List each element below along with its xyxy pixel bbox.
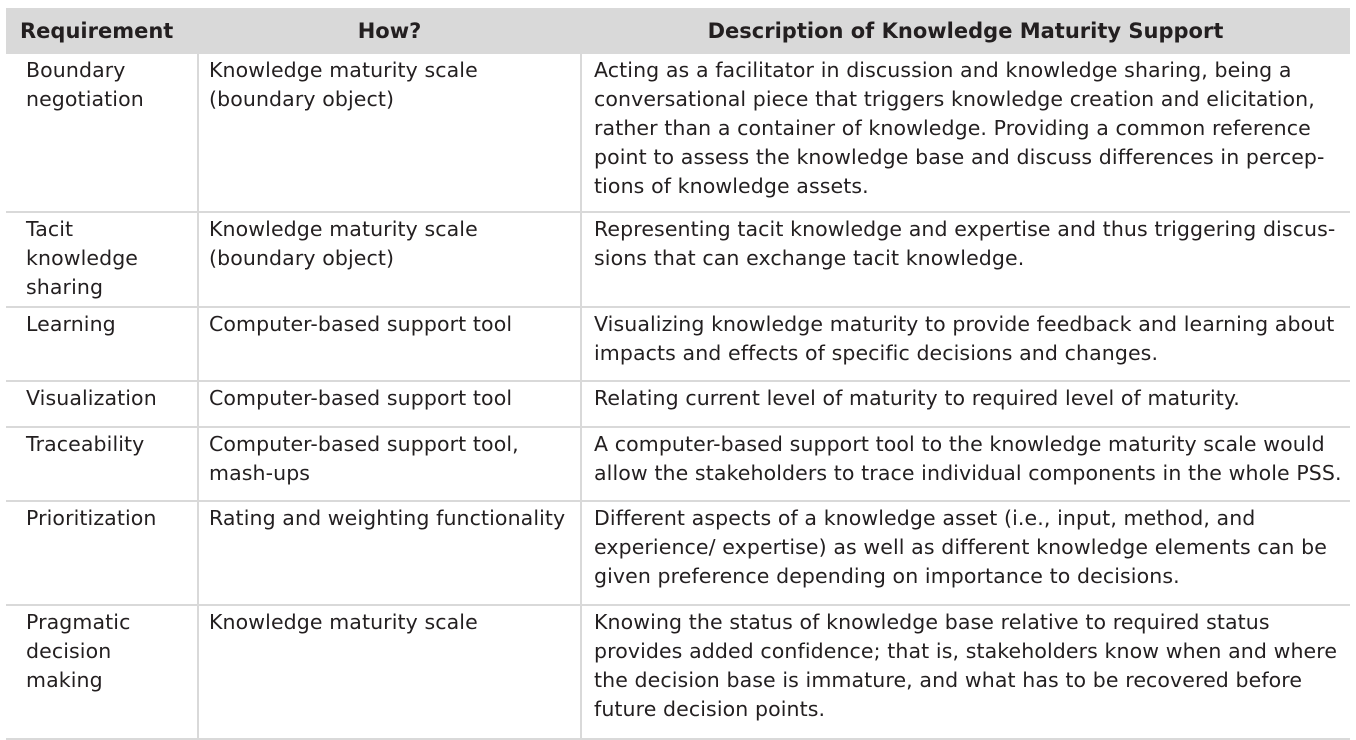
cell-description: Different aspects of a knowledge asset (i.e., input, method, and experience/ expertise) as well as different knowledge elements can be given preference depending on importance to decisions. bbox=[581, 501, 1350, 605]
cell-description: Relating current level of maturity to required level of maturity. bbox=[581, 381, 1350, 427]
table-row bbox=[6, 605, 1350, 739]
table-row bbox=[6, 501, 1350, 605]
header-requirement: Requirement bbox=[6, 8, 198, 54]
table-row bbox=[6, 307, 1350, 381]
requirements-table-container bbox=[6, 8, 1350, 721]
cell-description: Acting as a facilitator in discussion and knowledge sharing, being a conversational piece that triggers knowledge creation and elicitation, rather than a container of knowledge. Providing a common reference point to assess the knowledge base and discuss differences in percep-tions of knowledge assets. bbox=[581, 54, 1350, 212]
header-how: How? bbox=[198, 8, 581, 54]
table-body bbox=[6, 54, 1350, 739]
cell-how: Knowledge maturity scale (boundary object) bbox=[198, 54, 581, 212]
cell-requirement: Learning bbox=[6, 307, 198, 381]
cell-requirement: Boundary negotiation bbox=[6, 54, 198, 212]
table-row bbox=[6, 427, 1350, 501]
cell-description: Visualizing knowledge maturity to provide feedback and learning about impacts and effects of specific decisions and changes. bbox=[581, 307, 1350, 381]
table-row bbox=[6, 54, 1350, 212]
header-row bbox=[6, 8, 1350, 54]
cell-description: Knowing the status of knowledge base relative to required status provides added confidence; that is, stakeholders know when and where the decision base is immature, and what has to be recovered before future decision points. bbox=[581, 605, 1350, 739]
table-row bbox=[6, 212, 1350, 307]
cell-requirement: Pragmatic decision making bbox=[6, 605, 198, 739]
cell-requirement: Tacit knowledge sharing bbox=[6, 212, 198, 307]
cell-how: Rating and weighting functionality bbox=[198, 501, 581, 605]
cell-requirement: Visualization bbox=[6, 381, 198, 427]
cell-requirement: Traceability bbox=[6, 427, 198, 501]
cell-how: Computer-based support tool bbox=[198, 381, 581, 427]
header-description: Description of Knowledge Maturity Support bbox=[581, 8, 1350, 54]
cell-how: Computer-based support tool, mash-ups bbox=[198, 427, 581, 501]
table-row bbox=[6, 381, 1350, 427]
cell-requirement: Prioritization bbox=[6, 501, 198, 605]
cell-description: Representing tacit knowledge and expertise and thus triggering discus-sions that can exchange tacit knowledge. bbox=[581, 212, 1350, 307]
table-header bbox=[6, 8, 1350, 54]
requirements-table bbox=[6, 8, 1350, 740]
cell-how: Knowledge maturity scale (boundary object) bbox=[198, 212, 581, 307]
cell-how: Computer-based support tool bbox=[198, 307, 581, 381]
cell-how: Knowledge maturity scale bbox=[198, 605, 581, 739]
cell-description: A computer-based support tool to the knowledge maturity scale would allow the stakeholders to trace individual components in the whole PSS. bbox=[581, 427, 1350, 501]
